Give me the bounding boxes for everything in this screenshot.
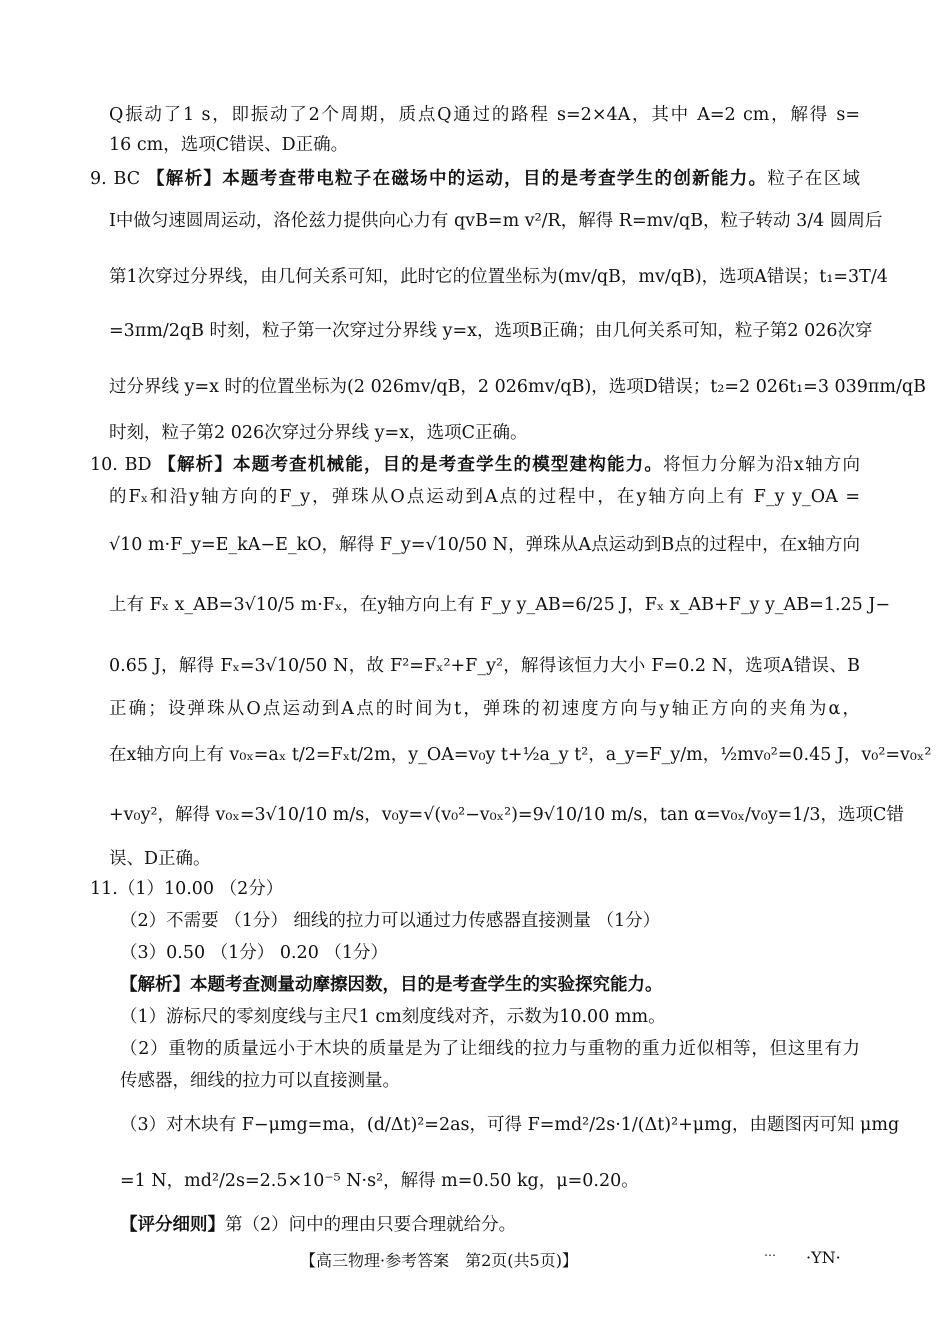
text-line: 16 cm，选项C错误、D正确。 [109, 135, 349, 155]
q11-line: （3）0.50 （1分） 0.20 （1分） [120, 943, 389, 963]
text-line: 第1次穿过分界线，由几何关系可知，此时它的位置坐标为(mv/qB，mv/qB)，选项A错误；t₁=3T/4 [109, 267, 888, 287]
text-line: 正确；设弹珠从O点运动到A点的时间为t，弹珠的初速度方向与y轴正方向的夹角为α， [109, 699, 860, 719]
footer-code: ·YN· [806, 1248, 841, 1267]
footer-center-text: 【高三物理·参考答案 第2页(共5页)】 [300, 1251, 578, 1270]
scoring-note: 【评分细则】第（2）问中的理由只要合理就给分。 [120, 1215, 517, 1235]
text-line: Ⅰ中做匀速圆周运动，洛伦兹力提供向心力有 qvB=m v²/R，解得 R=mv/qB，粒子转动 3/4 圆周后 [109, 211, 883, 231]
text-line: （1）游标尺的零刻度线与主尺1 cm刻度线对齐，示数为10.00 mm。 [120, 1007, 666, 1027]
text-line: 过分界线 y=x 时的位置坐标为(2 026mv/qB，2 026mv/qB)，选项D错误；t₂=2 026t₁=3 039πm/qB [109, 377, 926, 397]
text-line: √10 m·F_y=E_kA−E_kO，解得 F_y=√10/50 N，弹珠从A点运动到B点的过程中，在x轴方向 [109, 535, 860, 555]
text-line: （3）对木块有 F−μmg=ma，(d/Δt)²=2as，可得 F=md²/2s·1/(Δt)²+μmg，由题图丙可知 μmg [120, 1115, 900, 1135]
text-line: =3πm/2qB 时刻，粒子第一次穿过分界线 y=x，选项B正确；由几何关系可知，粒子第2 026次穿 [109, 321, 873, 341]
q9-line: 9. BC 【解析】本题考查带电粒子在磁场中的运动，目的是考查学生的创新能力。粒子在区域 [90, 169, 861, 189]
footer-dots: … [764, 1245, 777, 1259]
text-line: 上有 Fₓ x_AB=3√10/5 m·Fₓ，在y轴方向上有 F_y y_AB=6/25 J，Fₓ x_AB+F_y y_AB=1.25 J− [109, 595, 891, 615]
q11-line: 11.（1）10.00 （2分） [90, 879, 284, 899]
q11-analysis: 【解析】本题考查测量动摩擦因数，目的是考查学生的实验探究能力。 [120, 975, 663, 995]
page-footer [0, 1245, 950, 1274]
text-line: 时刻，粒子第2 026次穿过分界线 y=x，选项C正确。 [109, 423, 528, 443]
q11-line: （2）不需要 （1分） 细线的拉力可以通过力传感器直接测量 （1分） [120, 911, 661, 931]
text-line: =1 N，md²/2s=2.5×10⁻⁵ N·s²，解得 m=0.50 kg，μ=0.20。 [120, 1171, 639, 1191]
text-line: 在x轴方向上有 v₀ₓ=aₓ t/2=Fₓt/2m，y_OA=v₀y t+½a_y t²，a_y=F_y/m，½mv₀²=0.45 J，v₀²=v₀ₓ² [109, 745, 932, 765]
text-line: 的Fₓ和沿y轴方向的F_y，弹珠从O点运动到A点的过程中，在y轴方向上有 F_y y_OA = [109, 487, 860, 507]
text-line: 误、D正确。 [109, 849, 211, 869]
q10-line: 10. BD 【解析】本题考查机械能，目的是考查学生的模型建构能力。将恒力分解为沿x轴方向 [90, 455, 860, 475]
text-line: +v₀y²，解得 v₀ₓ=3√10/10 m/s，v₀y=√(v₀²−v₀ₓ²)=9√10/10 m/s，tan α=v₀ₓ/v₀y=1/3，选项C错 [109, 805, 904, 825]
text-line: 0.65 J，解得 Fₓ=3√10/50 N，故 F²=Fₓ²+F_y²，解得该恒力大小 F=0.2 N，选项A错误、B [109, 656, 860, 676]
text-line: Q振动了1 s，即振动了2个周期，质点Q通过的路程 s=2×4A，其中 A=2 cm，解得 s= [109, 105, 860, 125]
text-line: 传感器，细线的拉力可以直接测量。 [120, 1071, 400, 1091]
text-line: （2）重物的质量远小于木块的质量是为了让细线的拉力与重物的重力近似相等，但这里有力 [120, 1039, 860, 1059]
